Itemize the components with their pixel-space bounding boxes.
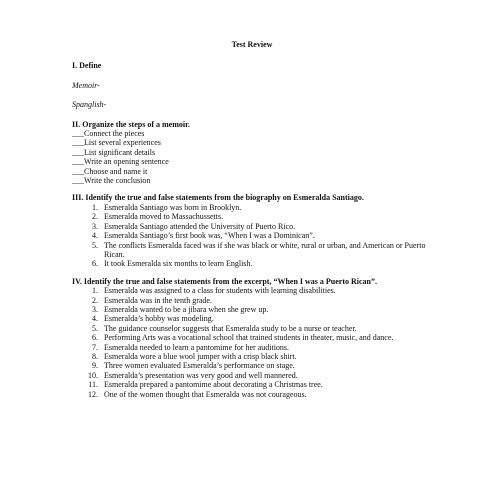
list-item: 7. Esmeralda needed to learn a pantomime for her auditions.	[100, 343, 432, 352]
section-excerpt-heading: IV. Identify the true and false statements from the excerpt, “When I was a Puerto Rican”.	[72, 276, 378, 286]
list-item: 3. Esmeralda wanted to be a jibara when she grew up.	[100, 305, 432, 314]
list-item: 2. Esmeralda moved to Massachussetts.	[100, 212, 432, 221]
list-item: 6. Performing Arts was a vocational school that trained students in theater, music, and dance.	[100, 333, 432, 342]
list-item: 11. Esmeralda prepared a pantomime about decorating a Christmas tree.	[100, 380, 432, 389]
section-biography-heading: III. Identify the true and false statements from the biography on Esmeralda Santiago.	[72, 193, 364, 203]
section-define-heading: I. Define	[72, 61, 102, 71]
term-memoir: Memoir-	[72, 80, 100, 90]
list-item: 1. Esmeralda was assigned to a class for students with learning disabilities.	[100, 286, 432, 295]
document-page	[72, 40, 432, 399]
list-item: 9. Three women evaluated Esmeralda’s performance on stage.	[100, 361, 432, 370]
list-item: ___List several experiences	[72, 138, 161, 148]
list-item: 12. One of the women thought that Esmeralda was not courageous.	[100, 390, 432, 399]
list-item: 2. Esmeralda was in the tenth grade.	[100, 296, 432, 305]
list-item: 5. The conflicts Esmeralda faced was if she was black or white, rural or urban, and American or Puerto Rican.	[100, 241, 432, 260]
list-item: 3. Esmeralda Santiago attended the University of Puerto Rico.	[100, 222, 432, 231]
term-spanglish: Spanglish-	[72, 100, 107, 110]
list-item: 8. Esmeralda wore a blue wool jumper with a crisp black shirt.	[100, 352, 432, 361]
list-item: ___Choose and name it	[72, 166, 148, 176]
list-item: 6. It took Esmeralda six months to learn English.	[100, 259, 432, 268]
list-item: ___List significant details	[72, 147, 156, 157]
excerpt-statements-list	[72, 286, 432, 399]
list-item: 5. The guidance counselor suggests that Esmeralda study to be a nurse or teacher.	[100, 324, 432, 333]
section-organize-heading: II. Organize the steps of a memoir.	[72, 119, 190, 129]
list-item: 10. Esmeralda’s presentation was very good and well mannered.	[100, 371, 432, 380]
list-item: 4. Esmeralda’s hobby was modeling.	[100, 314, 432, 323]
list-item: 1. Esmeralda Santiago was born in Brooklyn.	[100, 203, 432, 212]
list-item: 4. Esmeralda Santiago’s first book was, “When I was a Dominican”.	[100, 231, 432, 240]
biography-statements-list	[72, 203, 432, 269]
list-item: ___Write an opening sentence	[72, 157, 169, 167]
memoir-steps-list	[72, 129, 432, 185]
list-item: ___Connect the pieces	[72, 129, 145, 139]
page-title: Test Review	[231, 40, 273, 49]
list-item: ___Write the conclusion	[72, 176, 151, 186]
